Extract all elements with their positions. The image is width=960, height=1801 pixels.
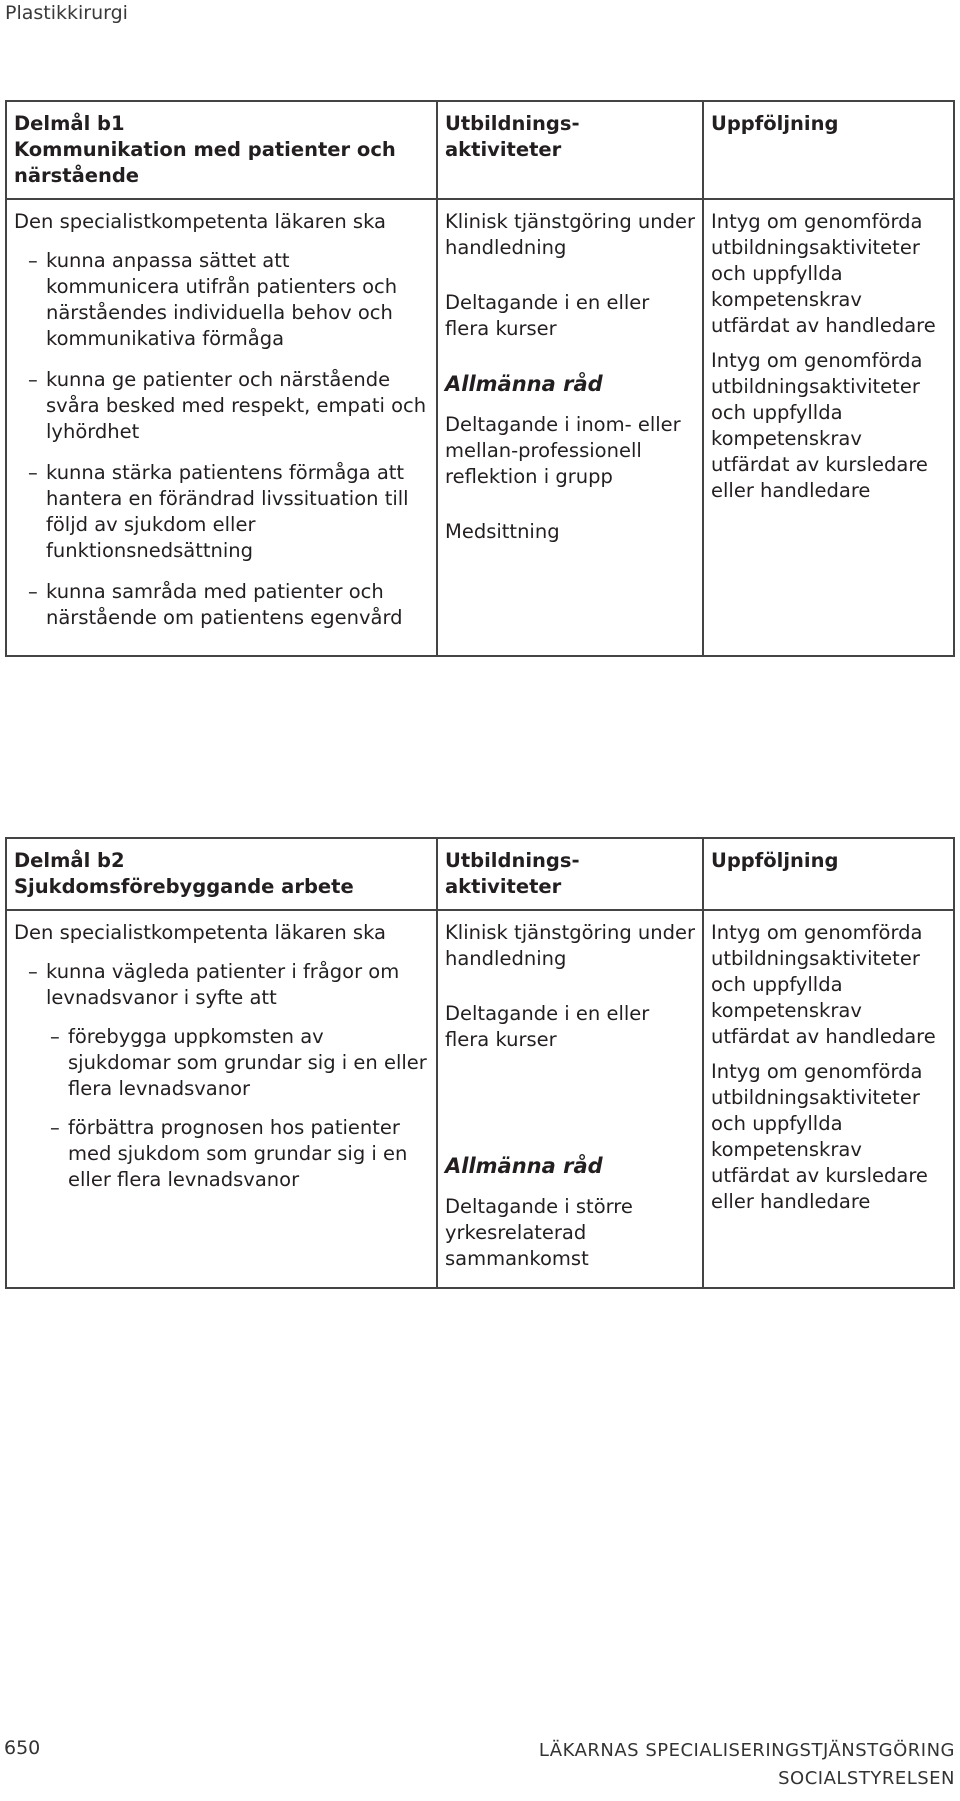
followup-item: Intyg om genomförda utbildningsaktiviteter och uppfyllda kompetenskrav utfärdat av kursledare eller handledare — [711, 349, 928, 502]
goal-code: Delmål b2 — [14, 849, 125, 872]
goal-table-b1 — [5, 100, 955, 657]
goal-table-b2 — [5, 837, 955, 1289]
followup-item: Intyg om genomförda utbildningsaktiviteter och uppfyllda kompetenskrav utfärdat av handledare — [711, 210, 936, 337]
goal-title-cell — [6, 101, 437, 199]
advice-item: Medsittning — [445, 520, 560, 543]
footer-publication-block — [539, 1737, 955, 1793]
competence-subitem: – förebygga uppkomsten av sjukdomar som grundar sig i en eller flera levnadsvanor — [14, 1024, 429, 1102]
activities-cell — [437, 199, 703, 656]
goal-body-row — [6, 910, 954, 1288]
competence-cell — [6, 199, 437, 656]
competence-item-text: – kunna vägleda patienter i frågor om levnadsvanor i syfte att — [46, 960, 400, 1009]
followup-cell — [703, 910, 954, 1288]
activity-item: Deltagande i en eller flera kurser — [445, 1002, 650, 1051]
competence-lead: Den specialistkompetenta läkaren ska — [14, 210, 386, 233]
competence-subitem: – förbättra prognosen hos patienter med sjukdom som grundar sig i en eller flera levnadsvanor — [14, 1115, 429, 1193]
competence-item: – kunna ge patienter och närstående svåra besked med respekt, empati och lyhördhet — [14, 367, 429, 445]
competence-lead: Den specialistkompetenta läkaren ska — [14, 921, 386, 944]
goal-code: Delmål b1 — [14, 112, 125, 135]
publication-title: LÄKARNAS SPECIALISERINGSTJÄNSTGÖRING — [538, 1740, 955, 1761]
advice-item: Deltagande i inom- eller mellan-professionell reflektion i grupp — [445, 413, 681, 488]
competence-item: – kunna anpassa sättet att kommunicera utifrån patienters och närståendes individuella behov och kommunikativa förmåga — [14, 248, 429, 352]
followup-cell — [703, 199, 954, 656]
activities-header: Utbildnings-aktiviteter — [437, 838, 703, 910]
goal-title-cell — [6, 838, 437, 910]
activities-header: Utbildnings-aktiviteter — [437, 101, 703, 199]
advice-title: Allmänna råd — [445, 372, 603, 396]
goal-title: Sjukdomsförebyggande arbete — [14, 875, 354, 898]
page-number: 650 — [4, 1737, 41, 1759]
advice-item: Deltagande i större yrkesrelaterad sammankomst — [445, 1195, 633, 1270]
competence-item: – kunna stärka patientens förmåga att hantera en förändrad livssituation till följd av sjukdom eller funktionsnedsättning — [14, 460, 429, 564]
activity-item: Klinisk tjänstgöring under handledning — [445, 210, 696, 259]
advice-title: Allmänna råd — [445, 1154, 603, 1178]
running-head: Plastikkirurgi — [5, 2, 128, 24]
followup-item: Intyg om genomförda utbildningsaktiviteter och uppfyllda kompetenskrav utfärdat av handledare — [711, 921, 936, 1048]
publisher-name: SOCIALSTYRELSEN — [778, 1768, 955, 1789]
followup-item: Intyg om genomförda utbildningsaktiviteter och uppfyllda kompetenskrav utfärdat av kursledare eller handledare — [711, 1060, 928, 1213]
activity-item: Klinisk tjänstgöring under handledning — [445, 921, 696, 970]
activity-item: Deltagande i en eller flera kurser — [445, 291, 650, 340]
competence-item — [14, 959, 429, 1011]
followup-header: Uppföljning — [703, 838, 954, 910]
goal-title: Kommunikation med patienter och närstående — [14, 138, 396, 187]
followup-header: Uppföljning — [703, 101, 954, 199]
competence-item: – kunna samråda med patienter och närstående om patientens egenvård — [14, 579, 429, 631]
competence-cell — [6, 910, 437, 1288]
goal-body-row — [6, 199, 954, 656]
activities-cell — [437, 910, 703, 1288]
goal-header-row — [6, 101, 954, 199]
goal-header-row — [6, 838, 954, 910]
